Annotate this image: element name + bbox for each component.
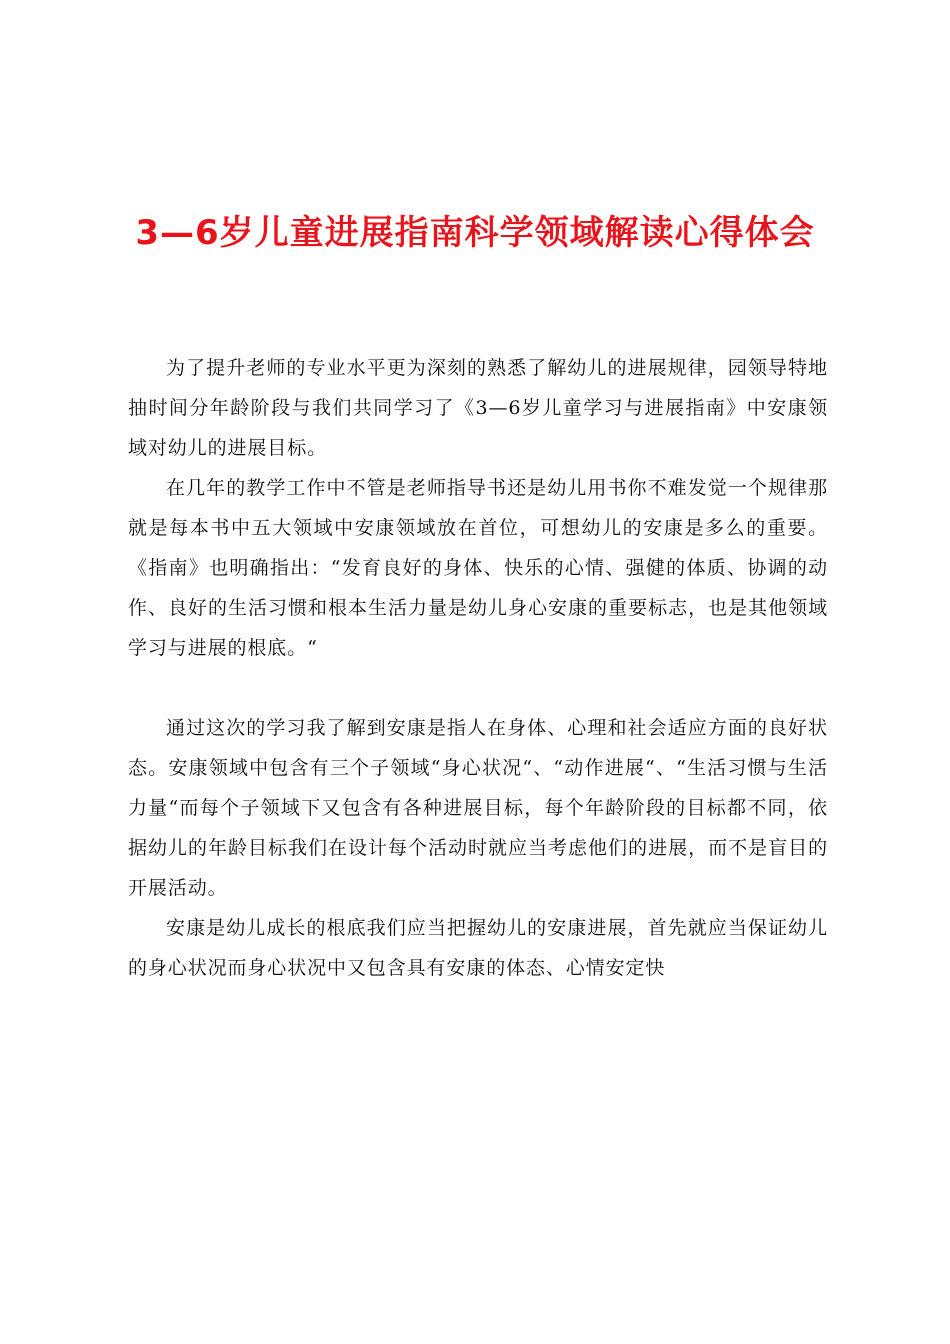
paragraph-1: 为了提升老师的专业水平更为深刻的熟悉了解幼儿的进展规律，园领导特地抽时间分年龄阶段与我们共同学习了《3—6岁儿童学习与进展指南》中安康领域对幼儿的进展目标。 bbox=[128, 357, 828, 459]
paragraph-4: 安康是幼儿成长的根底我们应当把握幼儿的安康进展，首先就应当保证幼儿的身心状况而身心状况中又包含具有安康的体态、心情安定快 bbox=[128, 917, 828, 979]
paragraph-3: 通过这次的学习我了解到安康是指人在身体、心理和社会适应方面的良好状态。安康领域中包含有三个子领域“身心状况“、“动作进展“、“生活习惯与生活力量“而每个子领域下又包含有各种进展目标，每个年龄阶段的目标都不同，依据幼儿的年龄目标我们在设计每个活动时就应当考虑他们的进展，而不是盲目的开展活动。 bbox=[128, 717, 828, 899]
paragraph-spacer bbox=[128, 668, 828, 708]
paragraph-2: 在几年的教学工作中不管是老师指导书还是幼儿用书你不难发觉一个规律那就是每本书中五大领域中安康领域放在首位，可想幼儿的安康是多么的重要。《指南》也明确指出：“发育良好的身体、快乐的心情、强健的体质、协调的动作、良好的生活习惯和根本生活力量是幼儿身心安康的重要标志，也是其他领域学习与进展的根底。“ bbox=[128, 477, 828, 659]
document-title: 3—6岁儿童进展指南科学领域解读心得体会 bbox=[135, 213, 815, 253]
document-body bbox=[128, 348, 828, 988]
